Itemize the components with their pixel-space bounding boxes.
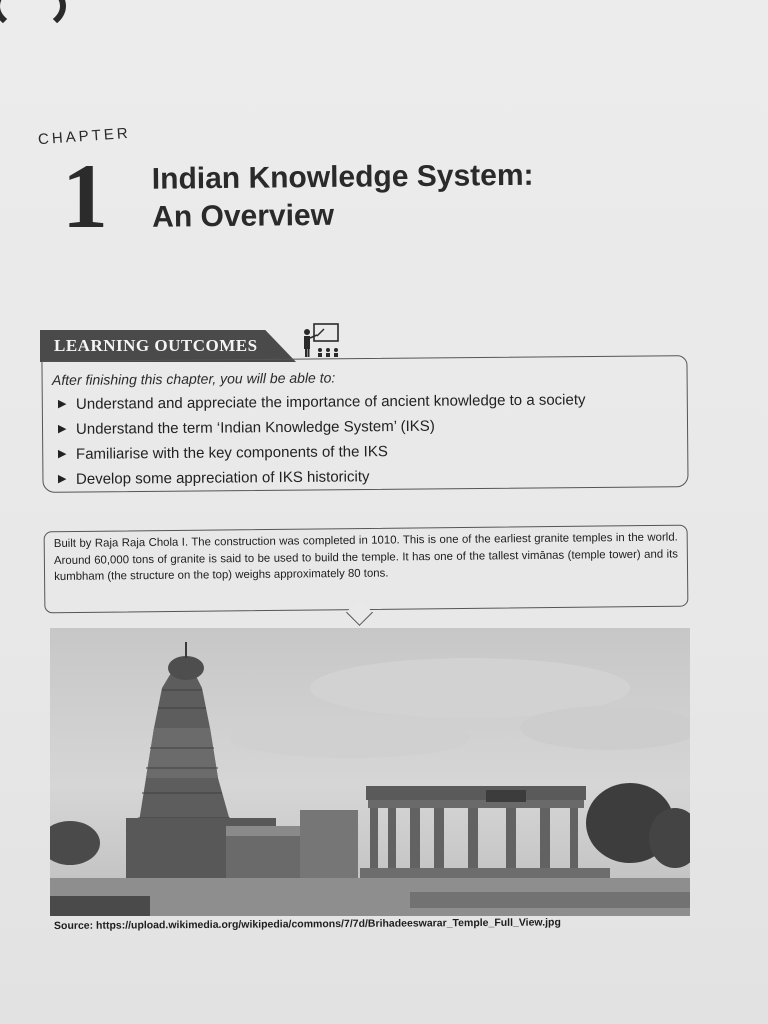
temple-illustration <box>50 628 690 916</box>
learning-outcomes-intro: After finishing this chapter, you will be able to: <box>51 369 336 388</box>
bullet-triangle-icon: ▶ <box>57 397 67 410</box>
chapter-title-line-1: Indian Knowledge System: <box>151 158 534 196</box>
list-item-text: Familiarise with the key components of the IKS <box>75 443 388 463</box>
source-label: Source: <box>53 919 94 932</box>
corner-decoration <box>0 0 66 32</box>
chapter-title-line-2: An Overview <box>152 198 335 234</box>
photo-source <box>54 915 754 932</box>
list-item-text: Develop some appreciation of IKS historicity <box>75 468 370 488</box>
photo-caption-text: Built by Raja Raja Chola I. The construction was completed in 1010. This is one of the earliest granite temples in the world. Around 60,000 tons of granite is said to be used to build the temple. It has one of the tallest vimānas (temple tower) and its kumbham (the structure on the top) weighs approximately 80 tons. <box>53 531 679 583</box>
chapter-number: 1 <box>62 145 108 247</box>
teacher-presentation-icon <box>300 322 344 360</box>
source-url[interactable]: https://upload.wikimedia.org/wikipedia/commons/7/7d/Brihadeeswarar_Temple_Full_View.jpg <box>95 916 561 932</box>
chapter-title <box>152 155 673 236</box>
bullet-triangle-icon: ▶ <box>57 447 67 460</box>
chapter-label: CHAPTER <box>37 124 132 149</box>
temple-photo <box>50 628 690 916</box>
bullet-triangle-icon: ▶ <box>57 472 67 485</box>
bullet-triangle-icon: ▶ <box>57 422 67 435</box>
list-item-text: Understand the term ‘Indian Knowledge System’ (IKS) <box>75 417 435 438</box>
list-item <box>58 462 678 492</box>
learning-outcomes-heading: LEARNING OUTCOMES <box>54 336 258 355</box>
list-item-text: Understand and appreciate the importance of ancient knowledge to a society <box>75 391 586 413</box>
learning-outcomes-list <box>58 392 678 492</box>
